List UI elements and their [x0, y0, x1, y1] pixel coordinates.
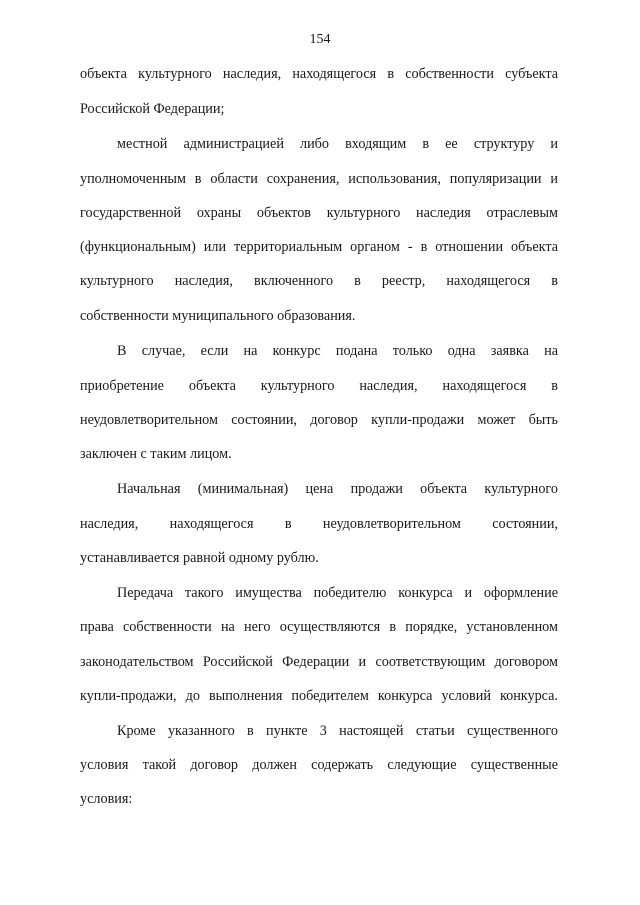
text-line: Начальная (минимальная) цена продажи объекта культурного: [117, 481, 558, 497]
text-line: собственности муниципального образования.: [80, 308, 356, 324]
text-line: неудовлетворительном состоянии, договор купли-продажи может быть: [80, 412, 558, 428]
text-line: Российской Федерации;: [80, 101, 225, 117]
text-line: государственной охраны объектов культурного наследия отраслевым: [80, 205, 558, 221]
text-line: (функциональным) или территориальным органом - в отношении объекта: [80, 239, 558, 255]
text-line: купли-продажи, до выполнения победителем конкурса условий конкурса.: [80, 688, 558, 704]
text-line: приобретение объекта культурного наследия, находящегося в: [80, 378, 558, 394]
text-line: наследия, находящегося в неудовлетворительном состоянии,: [80, 516, 558, 532]
text-line: культурного наследия, включенного в реестр, находящегося в: [80, 273, 558, 289]
text-line: законодательством Российской Федерации и соответствующим договором: [80, 654, 558, 670]
text-line: условия такой договор должен содержать следующие существенные: [80, 757, 558, 773]
text-line: Передача такого имущества победителю конкурса и оформление: [117, 585, 558, 601]
page-number: 154: [309, 32, 331, 47]
text-line: объекта культурного наследия, находящегося в собственности субъекта: [80, 66, 558, 82]
text-line: устанавливается равной одному рублю.: [80, 550, 319, 566]
text-line: заключен с таким лицом.: [80, 446, 232, 462]
text-line: уполномоченным в области сохранения, использования, популяризации и: [80, 171, 558, 187]
text-line: местной администрацией либо входящим в ее структуру и: [117, 136, 558, 152]
text-line: права собственности на него осуществляются в порядке, установленном: [80, 619, 558, 635]
text-line: В случае, если на конкурс подана только одна заявка на: [117, 343, 558, 359]
text-line: условия:: [80, 791, 133, 807]
text-line: Кроме указанного в пункте 3 настоящей статьи существенного: [117, 723, 558, 739]
